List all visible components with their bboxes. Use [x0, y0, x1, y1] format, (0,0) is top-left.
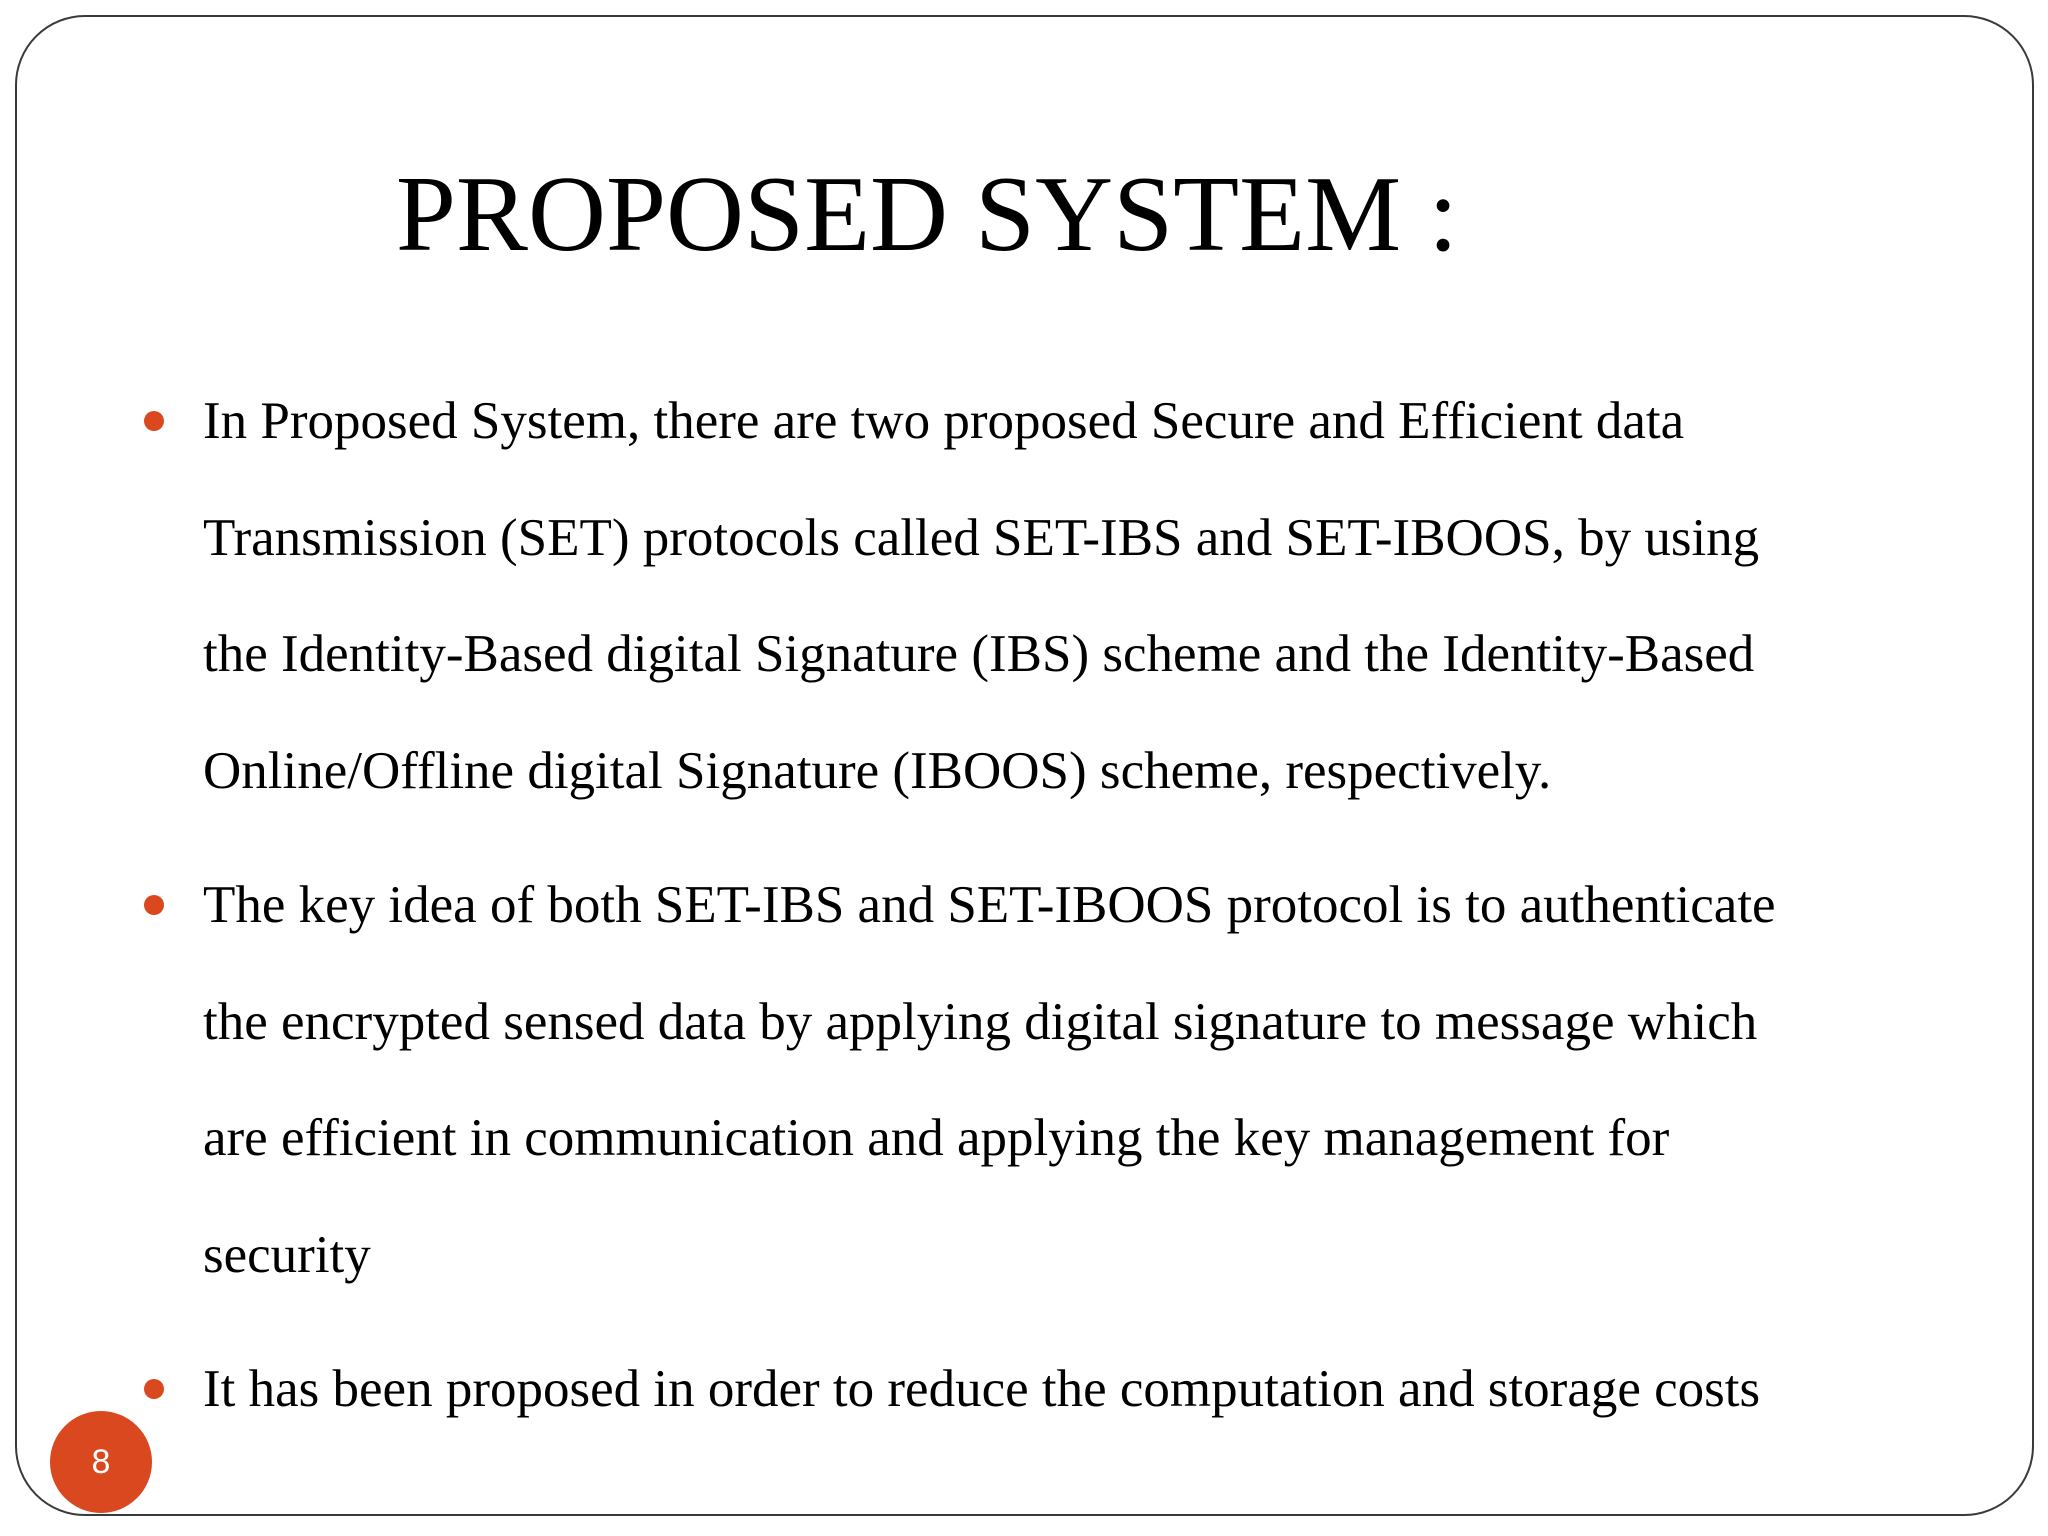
bullet-dot-icon	[144, 411, 164, 431]
bullet-text: It has been proposed in order to reduce the computation and storage costs	[203, 1360, 1761, 1418]
bullet-text: The key idea of both SET-IBS and SET-IBOOS protocol is to authenticate the encrypted sensed data by applying digital signature to message which are efficient in communication and applying the key management for security	[203, 876, 1776, 1284]
bullet-list	[137, 363, 1967, 1466]
bullet-dot-icon	[144, 1379, 164, 1399]
bullet-dot-icon	[144, 895, 164, 915]
bullet-item	[137, 847, 1967, 1313]
bullet-text: In Proposed System, there are two proposed Secure and Efficient data Transmission (SET) protocols called SET-IBS and SET-IBOOS, by using the Identity-Based digital Signature (IBS) scheme and the Identity-Based Online/Offline digital Signature (IBOOS) scheme, respectively.	[203, 392, 1760, 800]
bullet-item	[137, 363, 1967, 829]
bullet-item	[137, 1331, 1967, 1448]
slide-frame	[15, 15, 2034, 1516]
page-number-badge: 8	[50, 1411, 152, 1513]
slide-title: PROPOSED SYSTEM :	[395, 155, 1459, 274]
